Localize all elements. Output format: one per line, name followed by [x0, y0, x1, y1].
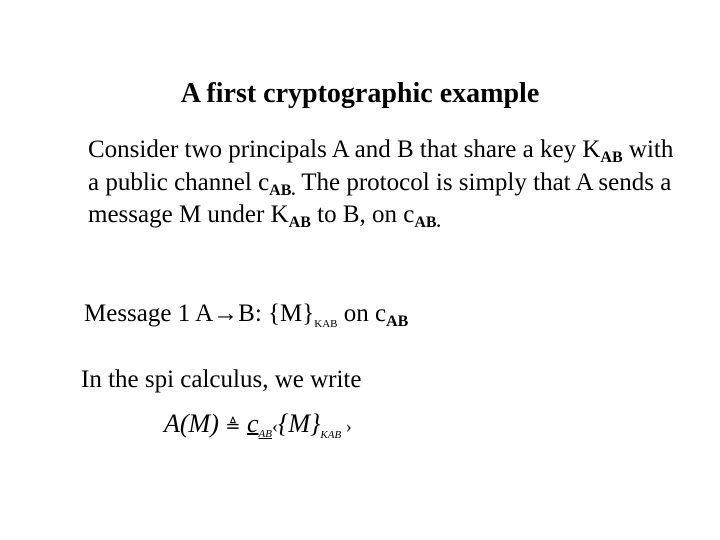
formula-channel-subscript: AB: [258, 428, 272, 440]
key-subscript-2: AB: [288, 214, 311, 231]
formula-key-subscript: KAB: [320, 429, 342, 441]
formula-lhs: A(M): [164, 409, 226, 438]
key-subscript: AB: [600, 149, 623, 166]
message-key-subscript: KAB: [314, 318, 338, 330]
intro-paragraph: [88, 134, 688, 232]
spi-formula: [164, 409, 352, 439]
message-prefix: Message 1 A→B: {M}: [84, 300, 315, 327]
para-text-4: to B, on c: [310, 201, 415, 228]
para-text-1: Consider two principals A and B that share a key K: [88, 136, 601, 163]
spi-intro-line: In the spi calculus, we write: [81, 366, 362, 393]
para-text-2: with a public channel c: [88, 136, 674, 196]
formula-channel: c: [246, 409, 259, 438]
channel-subscript-2: AB.: [414, 214, 441, 231]
para-text-3: The protocol is simply that A sends a message M under K: [88, 168, 672, 228]
message-channel-subscript: AB: [386, 313, 409, 330]
channel-subscript: AB.: [269, 181, 296, 199]
message-line: [84, 300, 408, 328]
formula-body: {M}: [277, 409, 321, 438]
formula-close-bracket: ›: [341, 416, 352, 436]
slide-title: A first cryptographic example: [180, 78, 540, 109]
formula-open-bracket: ‹: [271, 416, 278, 436]
message-mid: on c: [337, 300, 387, 327]
defeq-symbol: ≜: [225, 416, 241, 436]
